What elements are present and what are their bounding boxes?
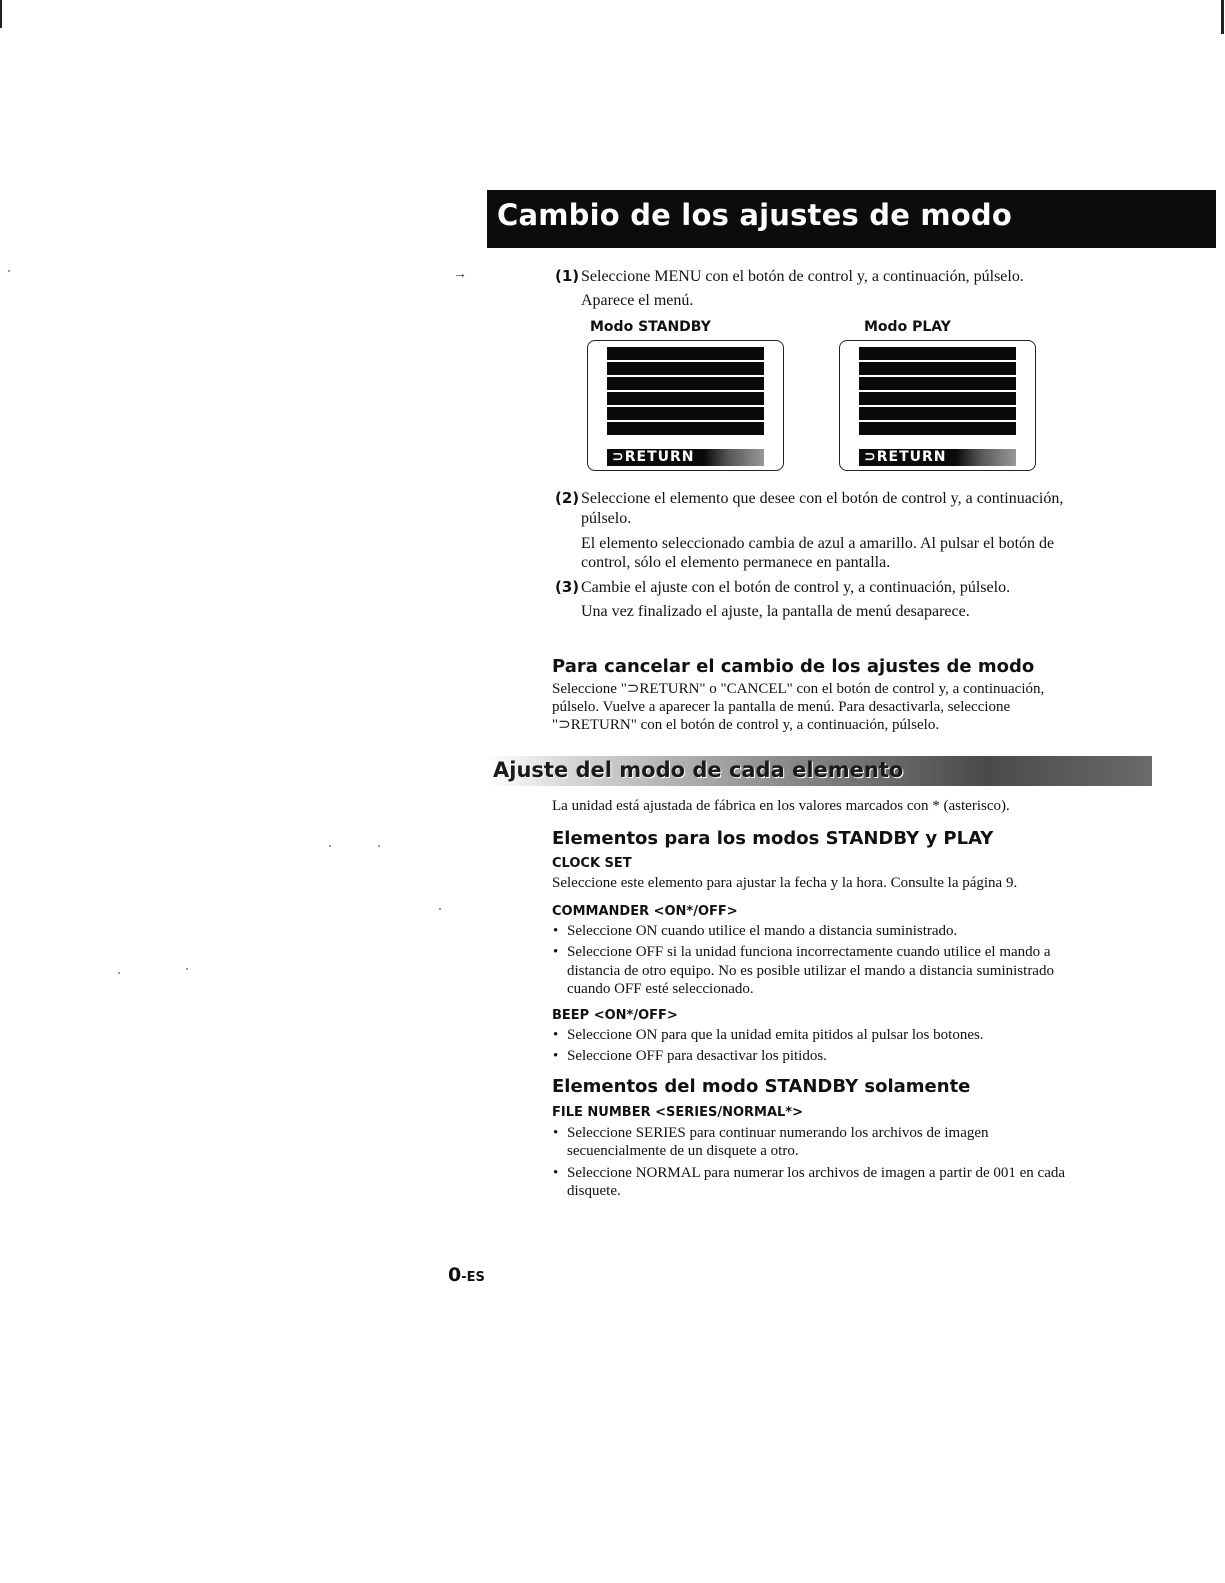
standby-screen-label: Modo STANDBY: [590, 319, 711, 335]
commander-bullet-1: • Seleccione ON cuando utilice el mando a distancia suministrado.: [553, 923, 958, 939]
scan-speck: [329, 845, 331, 847]
standby-return-item: [607, 449, 764, 466]
section-heading: Ajuste del modo de cada elemento: [493, 758, 904, 782]
step-2-note-line2: control, sólo el elemento permanece en pantalla.: [581, 554, 891, 571]
scan-edge-mark-right: [1221, 0, 1224, 34]
step-3-text: Cambie el ajuste con el botón de control y, a continuación, púlselo.: [581, 579, 1011, 596]
section-header-bar: [487, 756, 1152, 786]
group-standby-heading: Elementos del modo STANDBY solamente: [552, 1076, 971, 1097]
group-standby-play-heading: Elementos para los modos STANDBY y PLAY: [552, 828, 994, 849]
cancel-heading: Para cancelar el cambio de los ajustes de modo: [552, 656, 1035, 677]
step-2-number: (2): [555, 489, 580, 507]
file-number-bullet-1: • Seleccione SERIES para continuar numerando los archivos de imagen: [553, 1125, 989, 1141]
margin-arrow-icon: →: [453, 267, 467, 282]
beep-bullet-1: • Seleccione ON para que la unidad emita pitidos al pulsar los botones.: [553, 1027, 984, 1043]
commander-bullet-2: • Seleccione OFF si la unidad funciona incorrectamente cuando utilice el mando a: [553, 944, 1051, 960]
step-2-note-line1: El elemento seleccionado cambia de azul a amarillo. Al pulsar el botón de: [581, 535, 1055, 552]
cancel-text-line3: "⊃RETURN" con el botón de control y, a continuación, púlselo.: [552, 717, 940, 733]
play-screen-label: Modo PLAY: [864, 319, 951, 335]
play-menu-screen: [839, 340, 1036, 471]
step-1-number: (1): [555, 267, 580, 285]
page-number: 0-ES: [448, 1264, 485, 1286]
step-3-note: Una vez finalizado el ajuste, la pantalla de menú desaparece.: [581, 603, 970, 620]
scan-speck: [8, 270, 10, 272]
clock-set-title: CLOCK SET: [552, 856, 632, 871]
commander-bullet-2-line2: distancia de otro equipo. No es posible utilizar el mando a distancia suministrado: [567, 963, 1054, 979]
step-1-text: Seleccione MENU con el botón de control y, a continuación, púlselo.: [581, 268, 1024, 285]
beep-title: BEEP <ON*/OFF>: [552, 1008, 678, 1023]
play-return-label: ⊃RETURN: [864, 449, 947, 465]
scan-speck: [378, 845, 380, 847]
file-number-title: FILE NUMBER <SERIES/NORMAL*>: [552, 1105, 803, 1120]
scan-speck: [186, 968, 188, 970]
section-intro: La unidad está ajustada de fábrica en los valores marcados con * (asterisco).: [552, 798, 1010, 814]
standby-menu-screen: [587, 340, 784, 471]
step-2-text-line2: púlselo.: [581, 510, 632, 527]
scan-edge-mark-left: [0, 0, 2, 28]
scan-speck: [118, 972, 120, 974]
clock-set-text: Seleccione este elemento para ajustar la fecha y la hora. Consulte la página 9.: [552, 875, 1018, 891]
step-2-text-line1: Seleccione el elemento que desee con el botón de control y, a continuación,: [581, 490, 1064, 507]
scan-speck: [439, 908, 441, 910]
file-number-bullet-2: • Seleccione NORMAL para numerar los archivos de imagen a partir de 001 en cada: [553, 1165, 1066, 1181]
menu-bars: [607, 347, 764, 437]
standby-return-label: ⊃RETURN: [612, 449, 695, 465]
beep-bullet-2: • Seleccione OFF para desactivar los pitidos.: [553, 1048, 827, 1064]
menu-bars: [859, 347, 1016, 437]
play-return-item: [859, 449, 1016, 466]
file-number-bullet-1-line2: secuencialmente de un disquete a otro.: [567, 1143, 799, 1159]
file-number-bullet-2-line2: disquete.: [567, 1183, 621, 1199]
cancel-text-line2: púlselo. Vuelve a aparecer la pantalla de menú. Para desactivarla, seleccione: [552, 699, 1011, 715]
step-1-note: Aparece el menú.: [581, 292, 694, 309]
commander-title: COMMANDER <ON*/OFF>: [552, 904, 738, 919]
commander-bullet-2-line3: cuando OFF esté seleccionado.: [567, 981, 754, 997]
title-bar: [487, 190, 1216, 248]
cancel-text-line1: Seleccione "⊃RETURN" o "CANCEL" con el botón de control y, a continuación,: [552, 681, 1045, 697]
step-3-number: (3): [555, 578, 580, 596]
page-title: Cambio de los ajustes de modo: [497, 198, 1012, 232]
